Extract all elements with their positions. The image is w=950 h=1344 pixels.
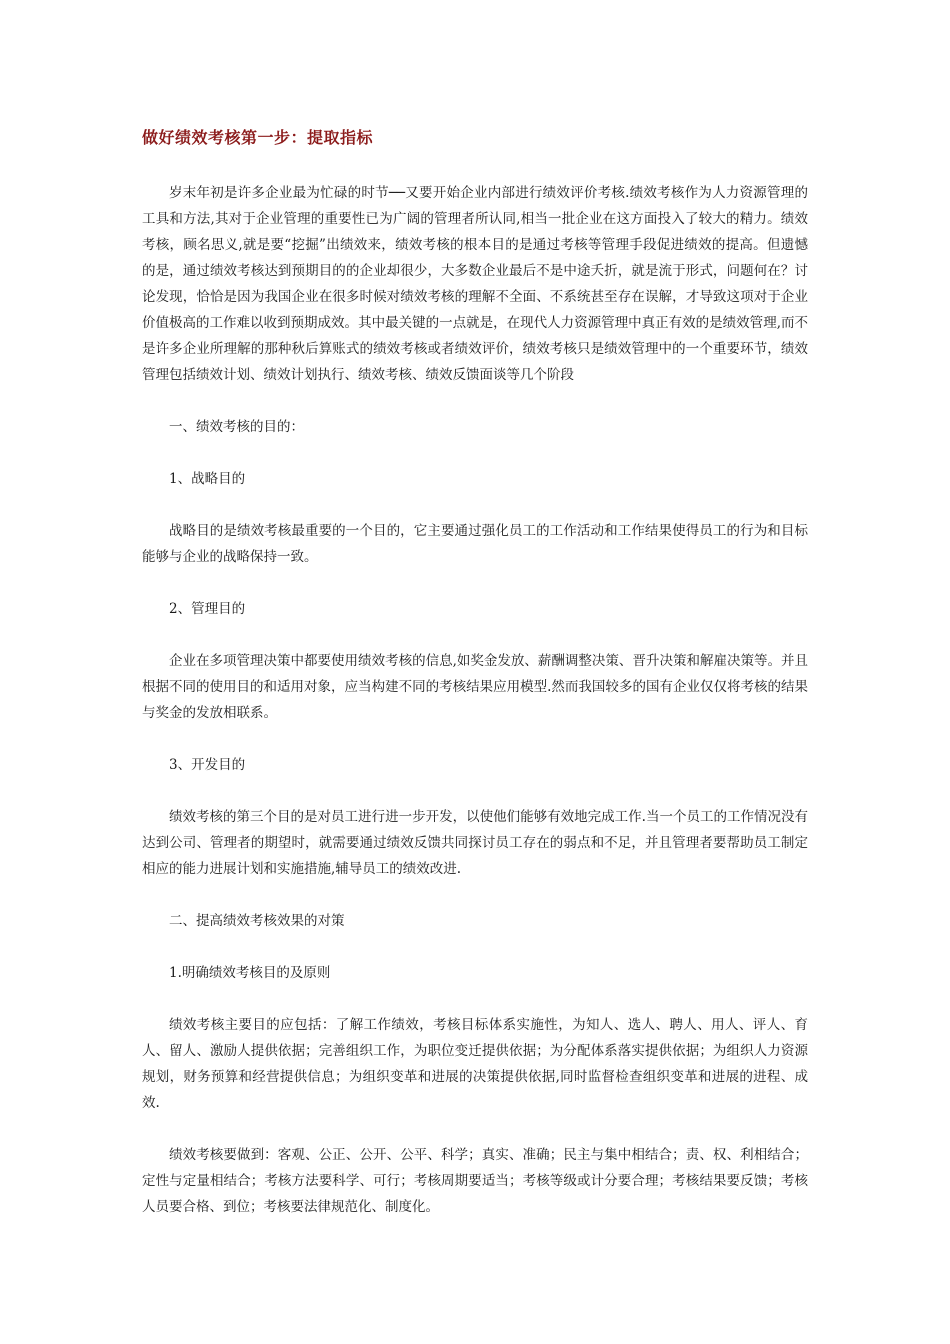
main-purposes-paragraph: 绩效考核主要目的应包括：了解工作绩效，考核目标体系实施性，为知人、选人、聘人、用人、评人、育人、留人、激励人提供依据；完善组织工作，为职位变迁提供依据；为分配体系落实提供依据；为组织人力资源规划，财务预算和经营提供信息；为组织变革和进展的决策提供依据,同时监督检查组织变革和进展的进程、成效. <box>142 1017 808 1111</box>
document-body <box>142 180 808 1220</box>
document-title: 做好绩效考核第一步：提取指标 <box>142 128 374 147</box>
document-page <box>142 126 808 1246</box>
subheading-clarify-purpose: 1.明确绩效考核目的及原则 <box>169 965 331 981</box>
development-purpose-paragraph: 绩效考核的第三个目的是对员工进行进一步开发，以使他们能够有效地完成工作.当一个员工的工作情况没有达到公司、管理者的期望时，就需要通过绩效反馈共同探讨员工存在的弱点和不足，并且管理者要帮助员工制定相应的能力进展计划和实施措施,辅导员工的绩效改进. <box>142 809 808 877</box>
management-purpose-paragraph: 企业在多项管理决策中都要使用绩效考核的信息,如奖金发放、薪酬调整决策、晋升决策和解雇决策等。并且根据不同的使用目的和适用对象，应当构建不同的考核结果应用模型.然而我国较多的国有企业仅仅将考核的结果与奖金的发放相联系。 <box>142 653 808 721</box>
subheading-management-purpose: 2、管理目的 <box>169 601 246 617</box>
subheading-development-purpose: 3、开发目的 <box>169 757 246 773</box>
subheading-strategic-purpose: 1、战略目的 <box>169 471 246 487</box>
strategic-purpose-paragraph: 战略目的是绩效考核最重要的一个目的，它主要通过强化员工的工作活动和工作结果使得员工的行为和目标能够与企业的战略保持一致。 <box>142 523 808 565</box>
intro-paragraph: 岁末年初是许多企业最为忙碌的时节──又要开始企业内部进行绩效评价考核.绩效考核作为人力资源管理的工具和方法,其对于企业管理的重要性已为广阔的管理者所认同,相当一批企业在这方面投入了较大的精力。绩效考核，顾名思义,就是要“挖掘”出绩效来，绩效考核的根本目的是通过考核等管理手段促进绩效的提高。但遗憾的是，通过绩效考核达到预期目的的企业却很少，大多数企业最后不是中途夭折，就是流于形式，问题何在？讨论发现，恰恰是因为我国企业在很多时候对绩效考核的理解不全面、不系统甚至存在误解，才导致这项对于企业价值极高的工作难以收到预期成效。其中最关键的一点就是，在现代人力资源管理中真正有效的是绩效管理,而不是许多企业所理解的那种秋后算账式的绩效考核或者绩效评价，绩效考核只是绩效管理中的一个重要环节，绩效管理包括绩效计划、绩效计划执行、绩效考核、绩效反馈面谈等几个阶段 <box>142 185 808 383</box>
section-heading-countermeasures: 二、提高绩效考核效果的对策 <box>169 913 345 929</box>
section-heading-purpose: 一、绩效考核的目的： <box>169 419 304 435</box>
principles-paragraph: 绩效考核要做到：客观、公正、公开、公平、科学；真实、准确；民主与集中相结合；责、权、利相结合；定性与定量相结合；考核方法要科学、可行；考核周期要适当；考核等级或计分要合理；考核结果要反馈；考核人员要合格、到位；考核要法律规范化、制度化。 <box>142 1147 808 1215</box>
